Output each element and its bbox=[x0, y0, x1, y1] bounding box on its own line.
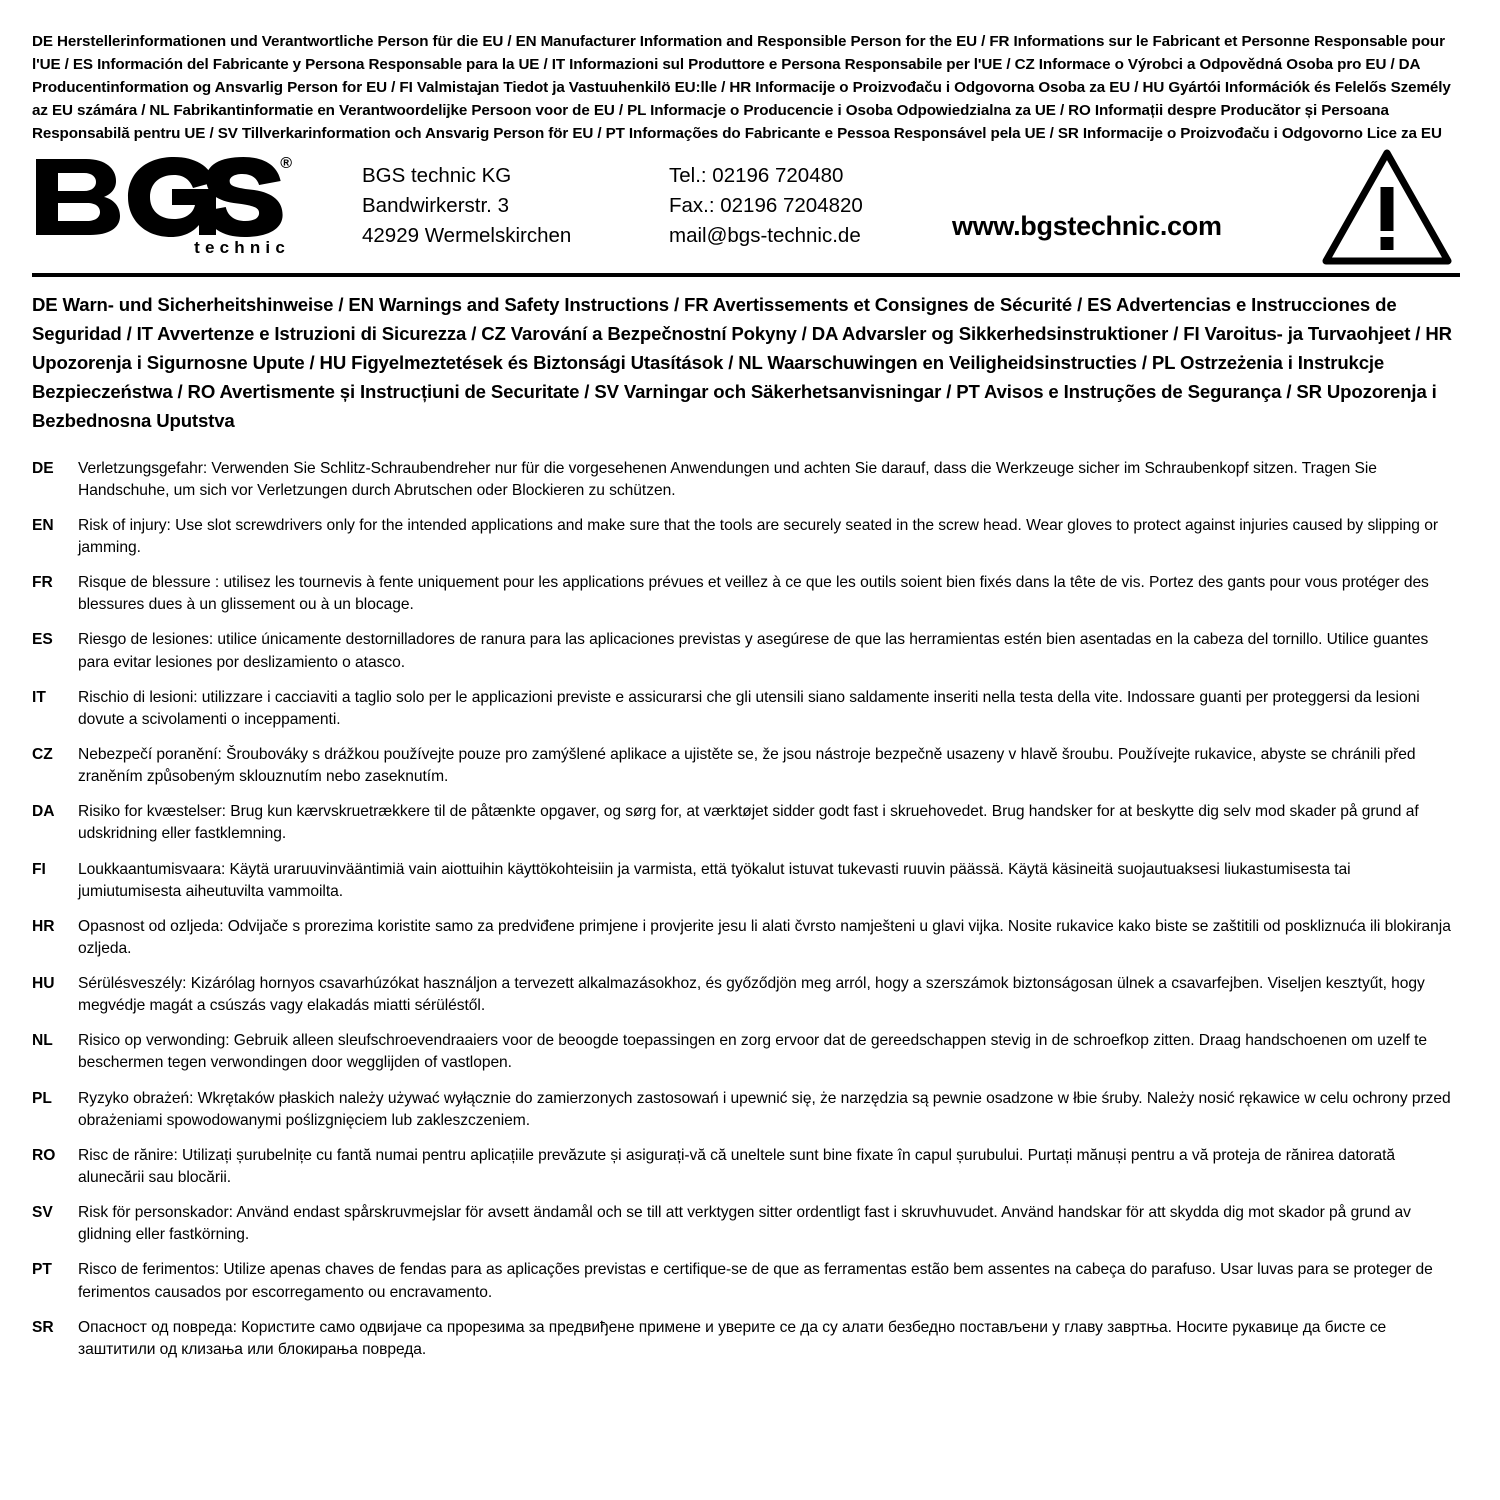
language-code: FR bbox=[32, 574, 53, 592]
language-text: Rischio di lesioni: utilizzare i cacciaviti a taglio solo per le applicazioni previste e assicurarsi che gli utensili siano saldamente inseriti nella testa della vite. Indossare guanti per proteggersi da lesioni dovute a scivolamenti o inceppamenti. bbox=[78, 688, 1420, 728]
company-fax: Fax.: 02196 7204820 bbox=[669, 194, 863, 218]
company-name: BGS technic KG bbox=[362, 164, 512, 188]
language-code: PT bbox=[32, 1261, 52, 1279]
language-code: DA bbox=[32, 803, 55, 821]
language-code: NL bbox=[32, 1032, 53, 1050]
language-code: IT bbox=[32, 688, 46, 706]
language-text: Verletzungsgefahr: Verwenden Sie Schlitz-Schraubendreher nur für die vorgesehenen Anwendungen und achten Sie darauf, dass die Werkzeuge sicher im Schraubenkopf sitzen. Tragen Sie Handschuhe, um sich vor Verletzungen durch Abrutschen oder Blockieren zu schützen. bbox=[78, 459, 1377, 499]
language-code: CZ bbox=[32, 745, 53, 763]
company-street: Bandwirkerstr. 3 bbox=[362, 194, 509, 218]
horizontal-divider bbox=[32, 273, 1460, 277]
language-text: Opasnost od ozljeda: Odvijače s prorezima koristite samo za predviđene primjene i provjerite jesu li alati čvrsto namješteni u glavi vijka. Nosite rukavice kako biste se zaštitili od poskliznuća ili blokiranja ozljeda. bbox=[78, 917, 1451, 957]
safety-instructions-heading: DE Warn- und Sicherheitshinweise / EN Warnings and Safety Instructions / FR Avertissements et Consignes de Sécurité / ES Advertencias e Instrucciones de Seguridad / IT Avvertenze e Istruzioni di Sicurezza / CZ Varování a Bezpečnostní Pokyny / DA Advarsler og Sikkerhedsinstruktioner / FI Varoitus- ja Turvaohjeet / HR Upozorenja i Sigurnosne Upute / HU Figyelmeztetések és Biztonsági Utasítások / NL Waarschuwingen en Veiligheidsinstructies / PL Ostrzeżenia i Instrukcje Bezpieczeństwa / RO Avertismente și Instrucțiuni de Securitate / SV Varningar och Säkerhetsanvisningar / PT Avisos e Instruções de Segurança / SR Upozorenja i Bezbednosna Uputstva bbox=[32, 294, 1452, 431]
list-item bbox=[32, 572, 1460, 616]
language-code: HR bbox=[32, 917, 55, 935]
language-code: ES bbox=[32, 631, 53, 649]
company-email: mail@bgs-technic.de bbox=[669, 224, 861, 248]
company-website: www.bgstechnic.com bbox=[952, 211, 1222, 242]
language-text: Risico op verwonding: Gebruik alleen sleufschroevendraaiers voor de beoogde toepassingen en zorg ervoor dat de gereedschappen stevig in de schroefkop zitten. Draag handschoenen om uzelf te beschermen tegen verwondingen door wegglijden of vastlopen. bbox=[78, 1032, 1427, 1072]
list-item bbox=[32, 1030, 1460, 1074]
language-text: Risk för personskador: Använd endast spårskruvmejslar för avsett ändamål och se till att verktygen sitter ordentligt fast i skruvhuvudet. Använd handskar för att skydda dig mot skador på grund av glidning eller fastkörning. bbox=[78, 1204, 1411, 1244]
bgs-logo bbox=[32, 155, 294, 258]
language-text: Risk of injury: Use slot screwdrivers only for the intended applications and make sure that the tools are securely seated in the screw head. Wear gloves to protect against injuries caused by slipping or jamming. bbox=[78, 516, 1438, 556]
list-item bbox=[32, 1317, 1460, 1361]
list-item bbox=[32, 801, 1460, 845]
language-code: HU bbox=[32, 975, 55, 993]
company-contact bbox=[669, 161, 863, 251]
registered-trademark-symbol: ® bbox=[280, 155, 292, 173]
list-item bbox=[32, 744, 1460, 788]
list-item bbox=[32, 1145, 1460, 1189]
language-code: RO bbox=[32, 1146, 56, 1164]
company-address bbox=[362, 161, 571, 251]
language-text: Sérülésveszély: Kizárólag hornyos csavarhúzókat használjon a tervezett alkalmazásokhoz, és győződjön meg arról, hogy a szerszámok biztonságosan ülnek a csavarfejben. Viseljen kesztyűt, hogy megvédje magát a csúszás vagy elakadás miatti sérüléstől. bbox=[78, 975, 1425, 1015]
company-information-block bbox=[32, 153, 1460, 271]
language-entries-list bbox=[32, 458, 1460, 1362]
language-text: Ryzyko obrażeń: Wkrętaków płaskich należy używać wyłącznie do zamierzonych zastosowań i upewnić się, że narzędzia są pewnie osadzone w łbie śruby. Należy nosić rękawice w celu ochrony przed obrażeniami spowodowanymi poślizgnięciem lub zakleszczeniem. bbox=[78, 1089, 1451, 1129]
language-code: PL bbox=[32, 1089, 52, 1107]
company-city: 42929 Wermelskirchen bbox=[362, 224, 572, 248]
list-item bbox=[32, 515, 1460, 559]
language-code: FI bbox=[32, 860, 46, 878]
manufacturer-information-header: DE Herstellerinformationen und Verantwortliche Person für die EU / EN Manufacturer Information and Responsible Person for the EU / FR Informations sur le Fabricant et Personne Responsable pour l'UE / ES Información del Fabricante y Persona Responsable para la UE / IT Informazioni sul Produttore e Persona Responsabile per l'UE / CZ Informace o Výrobci a Odpovědná Osoba pro EU / DA Producentinformation og Ansvarlig Person for EU / FI Valmistajan Tiedot ja Vastuuhenkilö EU:lle / HR Informacije o Proizvođaču i Odgovorna Osoba za EU / HU Gyártói Információk és Felelős Személy az EU számára / NL Fabrikantinformatie en Verantwoordelijke Persoon voor de EU / PL Informacje o Producencie i Osoba Odpowiedzialna za UE / RO Informații despre Producător și Persoana Responsabilă pentru UE / SV Tillverkarinformation och Ansvarig Person för EU / PT Informações do Fabricante e Pessoa Responsável pela UE / SR Informacije o Proizvođaču i Odgovorno Lice za EU bbox=[32, 33, 1451, 143]
language-text: Risco de ferimentos: Utilize apenas chaves de fendas para as aplicações previstas e certifique-se de que as ferramentas estão bem assentes na cabeça do parafuso. Usar luvas para se proteger de ferimentos causados por escorregamento ou encravamento. bbox=[78, 1261, 1433, 1301]
list-item bbox=[32, 1088, 1460, 1132]
list-item bbox=[32, 687, 1460, 731]
bgs-logo-mark bbox=[32, 155, 294, 237]
list-item bbox=[32, 973, 1460, 1017]
language-text: Risiko for kvæstelser: Brug kun kærvskruetrækkere til de påtænkte opgaver, og sørg for, at værktøjet sidder godt fast i skruehovedet. Brug handsker for at beskytte dig selv mod skader på grund af udskridning eller fastklemning. bbox=[78, 803, 1419, 843]
language-text: Loukkaantumisvaara: Käytä uraruuvinvääntimiä vain aiottuihin käyttökohteisiin ja varmista, että työkalut istuvat tukevasti ruuvin päässä. Käytä käsineitä suojautuaksesi liukastumisesta tai jumiutumisesta aiheutuvilta vammoilta. bbox=[78, 860, 1351, 900]
language-text: Risque de blessure : utilisez les tournevis à fente uniquement pour les applications prévues et veillez à ce que les outils soient bien fixés dans la tête de vis. Portez des gants pour vous protéger des blessures dues à un glissement ou à un blocage. bbox=[78, 574, 1429, 614]
company-telephone: Tel.: 02196 720480 bbox=[669, 164, 844, 188]
list-item bbox=[32, 859, 1460, 903]
language-text: Riesgo de lesiones: utilice únicamente destornilladores de ranura para las aplicaciones previstas y asegúrese de que las herramientas estén bien asentadas en la cabeza del tornillo. Utilice guantes para evitar lesiones por deslizamiento o atasco. bbox=[78, 631, 1429, 671]
list-item bbox=[32, 458, 1460, 502]
language-code: EN bbox=[32, 516, 54, 534]
language-text: Опасност од повреда: Користите само одвијаче са прорезима за предвиђене примене и уверите се да су алати безбедно постављени у главу завртња. Носите рукавице да бисте се заштитили од клизања или блокирања повреда. bbox=[78, 1318, 1387, 1358]
language-text: Nebezpečí poranění: Šroubováky s drážkou používejte pouze pro zamýšlené aplikace a ujistěte se, že jsou nástroje bezpečně usazeny v hlavě šroubu. Používejte rukavice, abyste se chránili před zraněním způsobeným sklouznutím nebo zaseknutím. bbox=[78, 745, 1416, 786]
language-code: SV bbox=[32, 1204, 53, 1222]
list-item bbox=[32, 629, 1460, 673]
language-code: SR bbox=[32, 1318, 54, 1336]
language-code: DE bbox=[32, 459, 54, 477]
list-item bbox=[32, 1202, 1460, 1246]
language-text: Risc de rănire: Utilizați șurubelnițe cu fantă numai pentru aplicațiile prevăzute și asigurați-vă că uneltele sunt bine fixate în capul șurubului. Purtați mănuși pentru a vă proteja de rănirea datorată alunecării sau blocării. bbox=[78, 1146, 1396, 1187]
list-item bbox=[32, 916, 1460, 960]
bgs-logo-subtitle: technic bbox=[194, 238, 290, 258]
warning-triangle-icon bbox=[1322, 149, 1452, 267]
list-item bbox=[32, 1259, 1460, 1303]
